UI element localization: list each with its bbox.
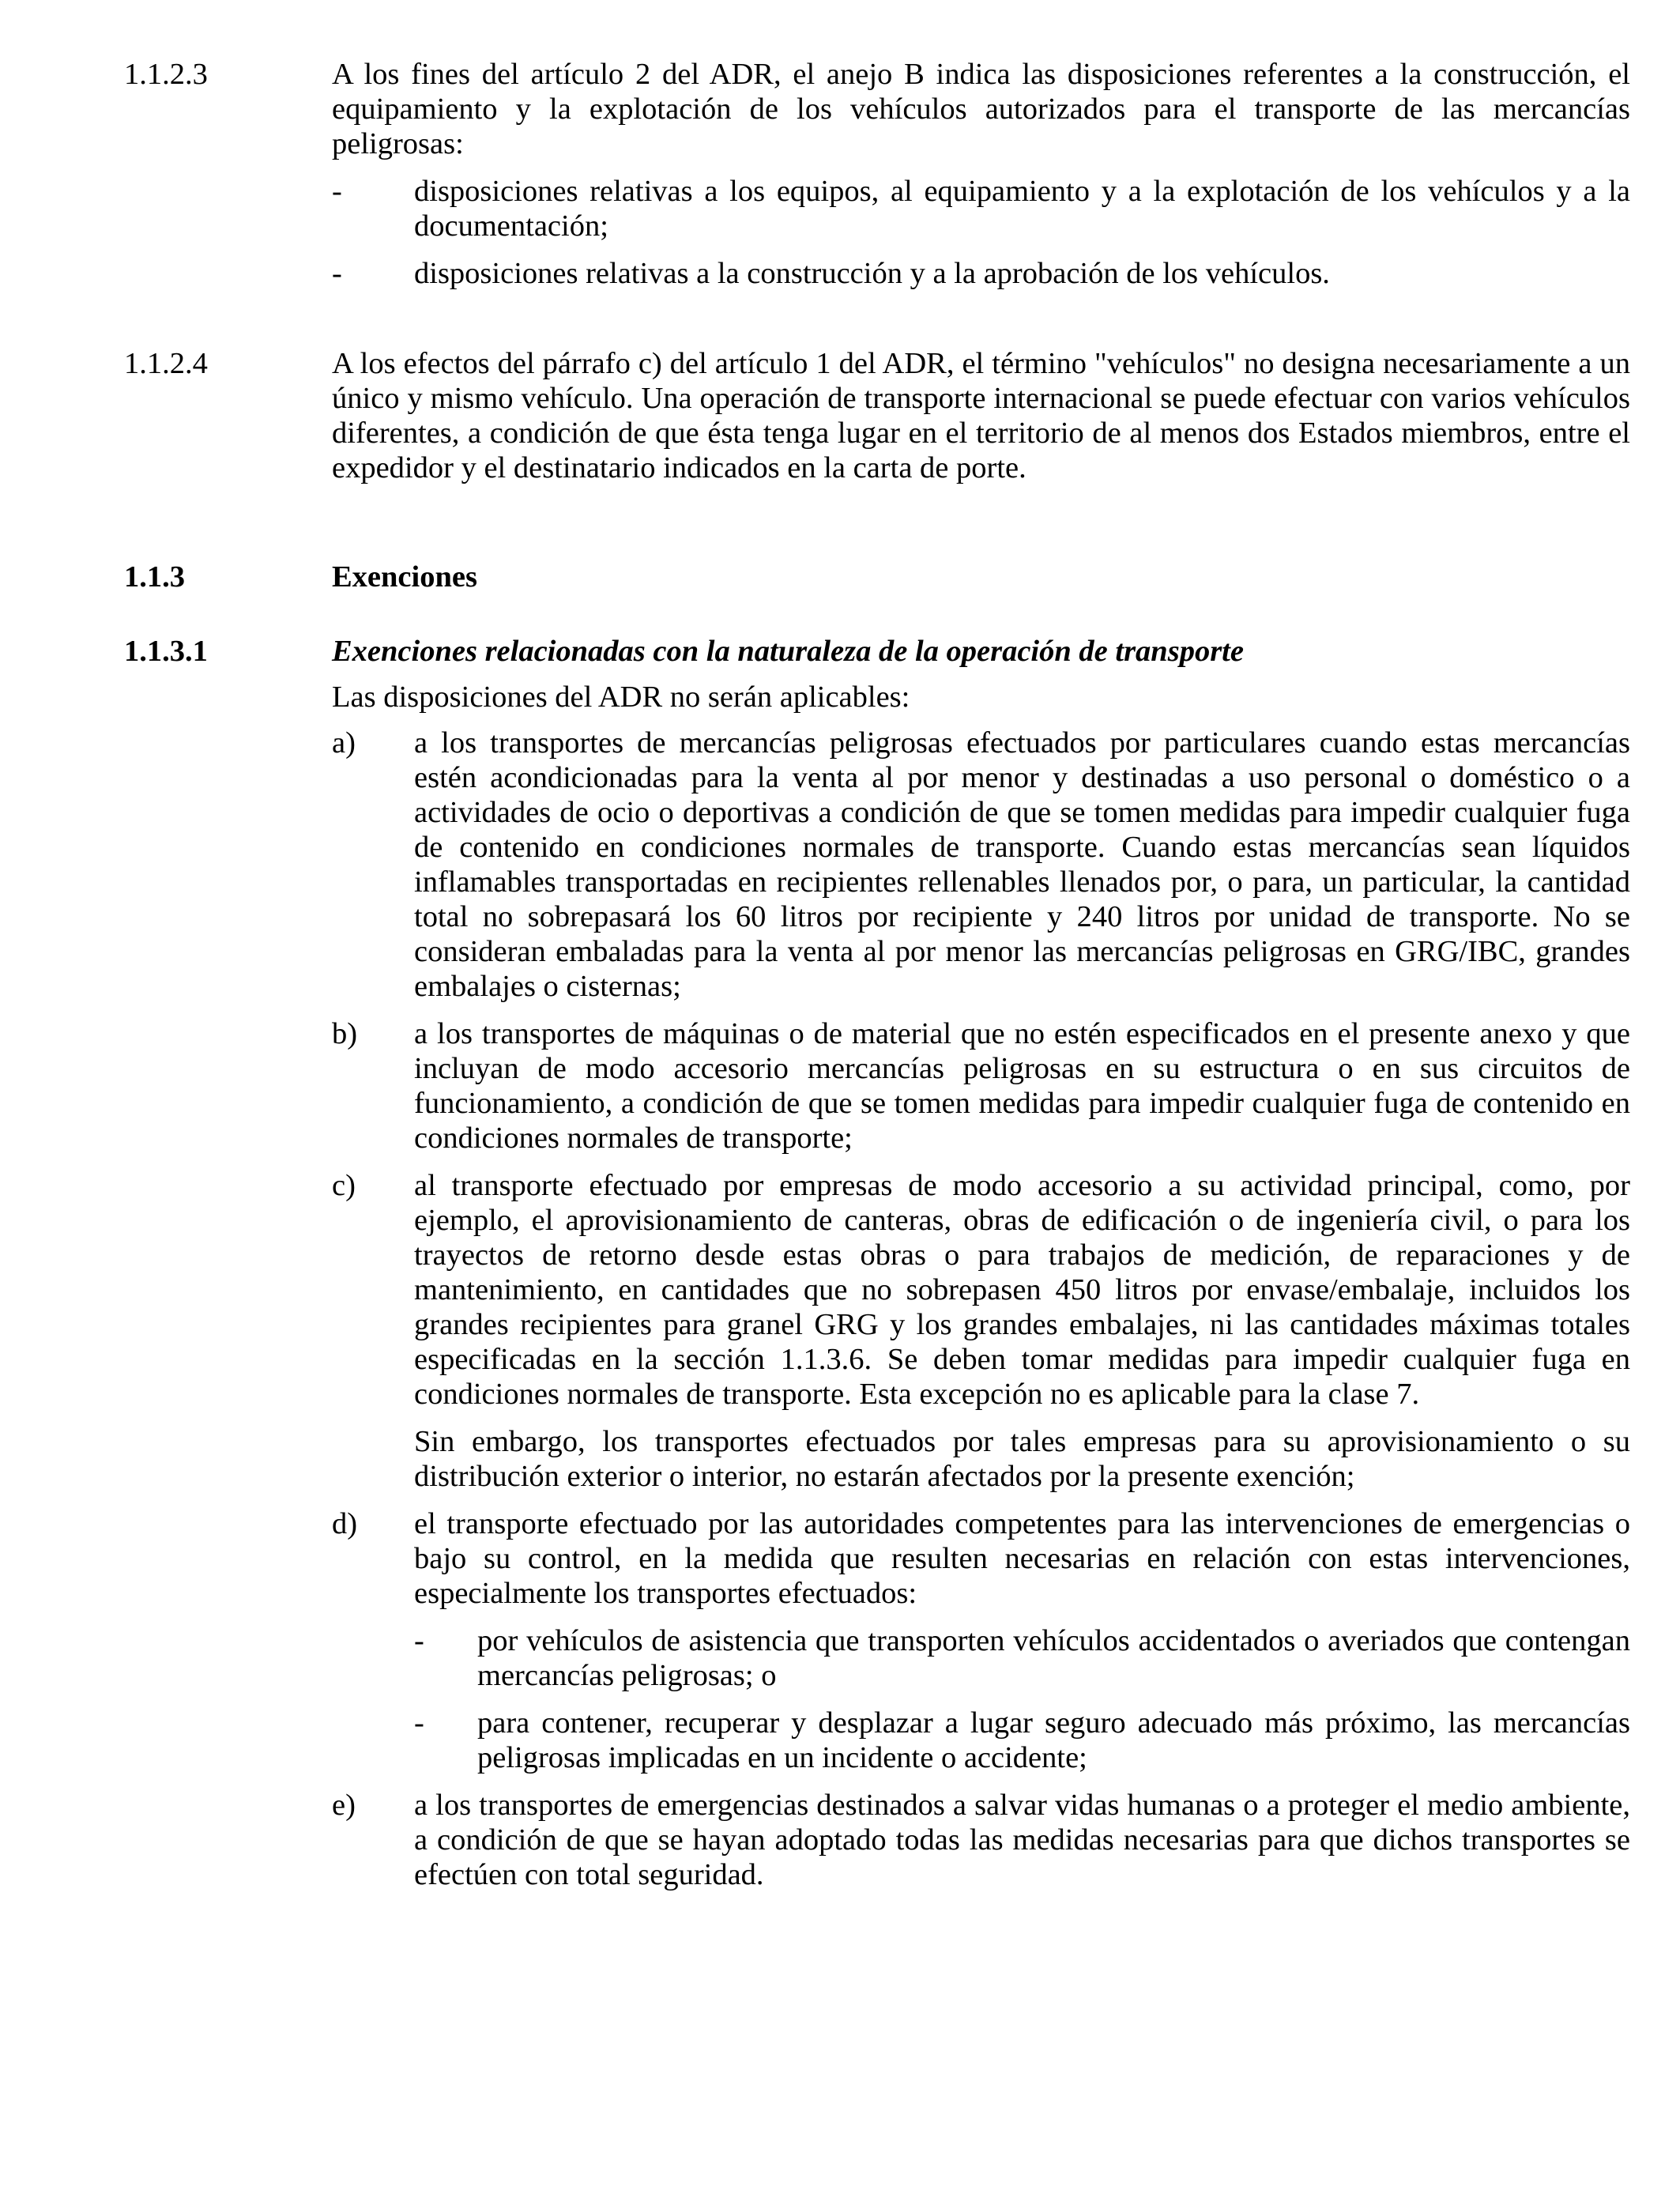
section-intro: Las disposiciones del ADR no serán aplicables: — [332, 680, 910, 714]
bullet-text: para contener, recuperar y desplazar a lugar seguro adecuado más próximo, las mercancías peligrosas implicadas en un incidente o accidente; — [477, 1706, 1630, 1774]
section-text: A los efectos del párrafo c) del artículo 1 del ADR, el término "vehículos" no designa necesariamente a un único y mismo vehículo. Una operación de transporte internacional se puede efectuar con varios vehículos diferentes, a condición de que ésta tenga lugar en el territorio de al menos dos Estados miembros, entre el expedidor y el destinatario indicados en la carta de porte. — [332, 347, 1630, 484]
bullet-text: disposiciones relativas a los equipos, al equipamiento y a la explotación de los vehículos y a la documentación; — [414, 175, 1630, 243]
bullet-item — [414, 1623, 1630, 1693]
bullet-item — [414, 1706, 1630, 1775]
section-number: 1.1.2.3 — [124, 58, 208, 91]
list-item-a — [332, 726, 1630, 1004]
item-text: el transporte efectuado por las autoridades competentes para las intervenciones de emergencias o bajo su control, en la medida que resulten necesarias en relación con estas intervenciones, especialmente los transportes efectuados: — [414, 1507, 1630, 1610]
item-text: a los transportes de mercancías peligrosas efectuados por particulares cuando estas mercancías estén acondicionadas para la venta al por menor y destinadas a uso personal o doméstico o a actividades de ocio o deportivas a condición de que se tomen medidas para impedir cualquier fuga de contenido en condiciones normales de transporte. Cuando estas mercancías sean líquidos inflamables transportadas en recipientes rellenables llenados por, o para, un particular, la cantidad total no sobrepasará los 60 litros por recipiente y 240 litros por unidad de transporte. No se consideran embaladas para la venta al por menor las mercancías peligrosas en GRG/IBC, grandes embalajes o cisternas; — [414, 726, 1630, 1003]
list-item-d — [332, 1506, 1630, 1775]
item-marker: d) — [332, 1507, 358, 1540]
item-marker: b) — [332, 1017, 358, 1050]
list-item-c — [332, 1168, 1630, 1494]
bullet-dash: - — [414, 1624, 424, 1657]
item-marker: a) — [332, 726, 356, 760]
section-title: Exenciones relacionadas con la naturaleza de la operación de transporte — [332, 635, 1244, 668]
bullet-dash: - — [332, 175, 342, 208]
bullet-dash: - — [332, 257, 342, 290]
bullet-item — [332, 256, 1630, 291]
item-marker: e) — [332, 1789, 356, 1822]
item-text: a los transportes de emergencias destinados a salvar vidas humanas o a proteger el medio ambiente, a condición de que se hayan adoptado todas las medidas necesarias para que dichos transportes se efectúen con total seguridad. — [414, 1789, 1630, 1891]
item-text: a los transportes de máquinas o de material que no estén especificados en el presente anexo y que incluyan de modo accesorio mercancías peligrosas en su estructura o en sus circuitos de funcionamiento, a condición de que se tomen medidas para impedir cualquier fuga de contenido en condiciones normales de transporte; — [414, 1017, 1630, 1155]
section-number: 1.1.3 — [124, 560, 185, 594]
list-item-b — [332, 1016, 1630, 1155]
list-item-e — [332, 1788, 1630, 1892]
section-title: Exenciones — [332, 560, 477, 594]
section-text: A los fines del artículo 2 del ADR, el anejo B indica las disposiciones referentes a la construcción, el equipamiento y la explotación de los vehículos autorizados para el transporte de las mercancías peligrosas: — [332, 58, 1630, 160]
section-number: 1.1.3.1 — [124, 635, 208, 668]
item-marker: c) — [332, 1169, 356, 1202]
bullet-item — [332, 174, 1630, 243]
bullet-dash: - — [414, 1706, 424, 1740]
bullet-text: por vehículos de asistencia que transporten vehículos accidentados o averiados que contengan mercancías peligrosas; o — [477, 1624, 1630, 1692]
item-text: al transporte efectuado por empresas de modo accesorio a su actividad principal, como, por ejemplo, el aprovisionamiento de canteras, obras de edificación o de ingeniería civil, o para los trayectos de retorno desde estas obras o para trabajos de medición, de reparaciones y de mantenimiento, en cantidades que no sobrepasen 450 litros por envase/embalaje, incluidos los grandes recipientes para granel GRG y los grandes embalajes, ni las cantidades máximas totales especificadas en la sección 1.1.3.6. Se deben tomar medidas para impedir cualquier fuga en condiciones normales de transporte. Esta excepción no es aplicable para la clase 7. — [414, 1169, 1630, 1411]
item-extra-text: Sin embargo, los transportes efectuados por tales empresas para su aprovisionamiento o su distribución exterior o interior, no estarán afectados por la presente exención; — [414, 1425, 1630, 1493]
bullet-text: disposiciones relativas a la construcción y a la aprobación de los vehículos. — [414, 257, 1330, 290]
section-number: 1.1.2.4 — [124, 347, 208, 380]
